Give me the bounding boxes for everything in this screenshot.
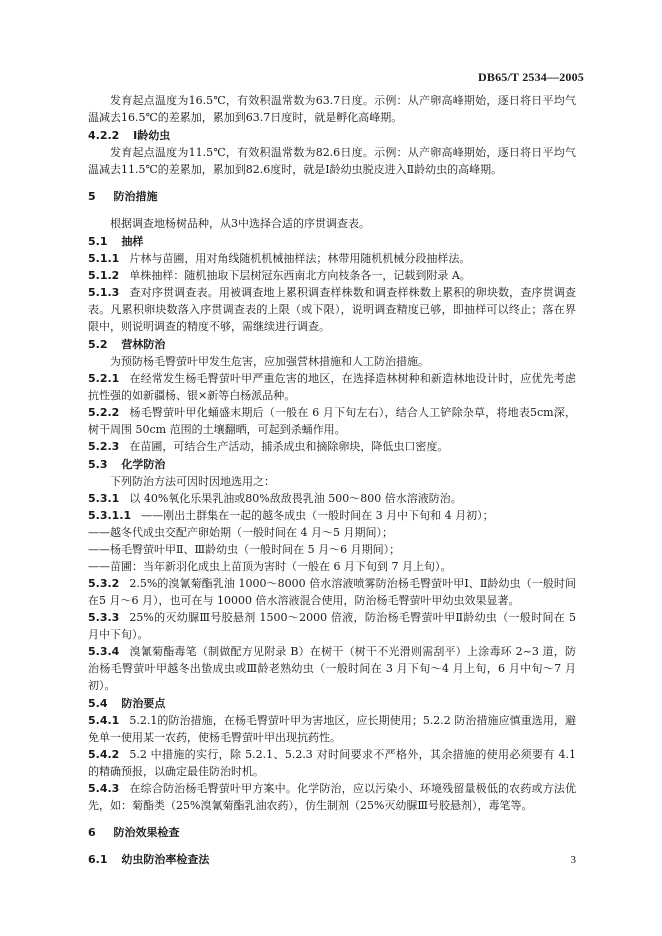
clause-number: 5.3.3: [88, 611, 120, 624]
document-code-header: DB65/T 2534—2005: [478, 70, 584, 84]
paragraph-hatching-threshold: 发育起点温度为16.5℃，有效积温常数为63.7日度。示例：从产卵高峰期始，逐日将日平均气温减去16.5℃的差累加，累加到63.7日度时，就是孵化高峰期。: [88, 94, 576, 124]
section-number: 6.1: [88, 853, 108, 866]
section-number: 5.2: [88, 338, 108, 351]
clause-number: 5.1.3: [88, 286, 120, 299]
clause-number: 5.1.2: [88, 269, 120, 282]
clause-text: ——刚出土群集在一起的越冬成虫（一般时间在 3 月中下旬和 4 月初）；: [141, 509, 494, 522]
clause-5-3-4: [88, 643, 576, 694]
clause-5-4-3: [88, 780, 576, 814]
section-title: 防治措施: [113, 190, 158, 203]
clause-5-3-3: [88, 609, 576, 643]
clause-number: 5.4.2: [88, 748, 120, 761]
section-title: 化学防治: [121, 458, 166, 471]
clause-text: 5.2 中措施的实行，除 5.2.1、5.2.3 对时间要求不严格外，其余措施的使用必须要有 4.1 的精确预报，以确定最佳防治时机。: [88, 748, 576, 778]
clause-text: 2.5%的溴氰菊酯乳油 1000～8000 倍水溶液喷雾防治杨毛臀萤叶甲Ⅰ、Ⅱ龄幼虫（一般时间在5 月～6 月），也可在与 10000 倍水溶液混合使用，防治杨毛臀萤叶甲幼虫效果显著。: [88, 577, 576, 607]
clause-text: 在综合防治杨毛臀萤叶甲方案中。化学防治，应以污染小、环境残留量极低的农药或方法优先，如：菊酯类（25%溴氰菊酯乳油农药），仿生制剂（25%灭幼脲Ⅲ号胶悬剂），毒笔等。: [88, 782, 576, 812]
clause-5-4-1: [88, 712, 576, 746]
clause-number: 5.4.1: [88, 714, 120, 727]
section-5-2-heading: [88, 336, 576, 353]
clause-text: 查对序贯调查表。用被调查地上累积调查样株数和调查样株数上累积的卵块数，查序贯调查表。凡累积卵块数落入序贯调查表的上限（或下限），说明调查精度已够，即抽样可以终止；落在界限中，则说明调查的精度不够，需继续进行调查。: [88, 286, 576, 333]
clause-5-3-1-1: [88, 507, 576, 524]
section-number: 5.3: [88, 458, 108, 471]
clause-5-4-2: [88, 746, 576, 780]
clause-5-2-1: [88, 370, 576, 404]
paragraph-chemical-intro: 下列防治方法可因时因地选用之：: [110, 475, 275, 488]
clause-text: 5.2.1的防治措施，在杨毛臀萤叶甲为害地区，应长期使用；5.2.2 防治措施应慎重选用，避免单一使用某一农药，使杨毛臀萤叶甲出现抗药性。: [88, 714, 576, 744]
clause-number: 5.4.3: [88, 782, 120, 795]
section-4-2-2-heading: [88, 127, 576, 144]
section-title: 抽样: [121, 235, 144, 248]
dash-item: ——杨毛臀萤叶甲Ⅱ、Ⅲ龄幼虫（一般时间在 5 月～6 月期间）；: [88, 543, 401, 556]
clause-text: 25%的灭幼脲Ⅲ号胶悬剂 1500～2000 倍液，防治杨毛臀萤叶甲Ⅱ龄幼虫（一般时间在 5 月中下旬）。: [88, 611, 576, 641]
dash-item: ——越冬代成虫交配产卵始期（一般时间在 4 月～5 月期间）；: [88, 526, 393, 539]
clause-text: 溴氰菊酯毒笔（制做配方见附录 B）在树干（树干不光滑则需刮平）上涂毒环 2~3 道，防治杨毛臀萤叶甲越冬出蛰成虫或Ⅲ龄老熟幼虫（一般时间在 3 月下旬～4 月上旬，6 月中旬～7 月初）。: [88, 645, 576, 692]
section-title: 防治效果检查: [113, 826, 180, 839]
section-number: 5.4: [88, 697, 108, 710]
section-number: 5: [88, 190, 96, 203]
section-title: Ⅰ龄幼虫: [133, 129, 171, 142]
paragraph-prevention-intro: 为预防杨毛臀萤叶甲发生危害，应加强营林措施和人工防治措施。: [110, 355, 429, 368]
clause-number: 5.2.2: [88, 406, 120, 419]
clause-5-2-2: [88, 404, 576, 438]
section-5-heading: [88, 188, 576, 205]
clause-text: 片林与苗圃，用对角线随机机械抽样法；林带用随机机械分段抽样法。: [129, 252, 471, 265]
paragraph-select-table: 根据调查地杨树品种，从3中选择合适的序贯调查表。: [110, 217, 370, 230]
clause-number: 5.2.3: [88, 440, 120, 453]
clause-5-1-3: [88, 284, 576, 335]
section-title: 营林防治: [121, 338, 166, 351]
clause-number: 5.1.1: [88, 252, 120, 265]
clause-5-3-2: [88, 575, 576, 609]
section-6-heading: [88, 824, 576, 841]
clause-text: 以 40%氧化乐果乳油或80%敌敌畏乳油 500～800 倍水溶液防治。: [129, 492, 462, 505]
clause-text: 在经常发生杨毛臀萤叶甲严重危害的地区，在选择造林树种和新造林地设计时，应优先考虑抗性强的如新疆杨、银×新等白杨派品种。: [88, 372, 576, 402]
clause-5-3-1: [88, 490, 576, 507]
clause-5-1-1: [88, 250, 576, 267]
section-5-1-heading: [88, 233, 576, 250]
clause-5-1-2: [88, 267, 576, 284]
section-title: 幼虫防治率检查法: [121, 853, 210, 866]
section-5-3-heading: [88, 456, 576, 473]
section-number: 4.2.2: [88, 129, 120, 142]
section-number: 6: [88, 826, 96, 839]
paragraph-first-instar-threshold: 发育起点温度为11.5℃，有效积温常数为82.6日度。示例：从产卵高峰期始，逐日将日平均气温减去11.5℃的差累加，累加到82.6度时，就是Ⅰ龄幼虫脱皮进入Ⅱ龄幼虫的高峰期。: [88, 146, 576, 176]
section-number: 5.1: [88, 235, 108, 248]
clause-5-2-3: [88, 438, 576, 455]
clause-number: 5.3.1.1: [88, 509, 132, 522]
clause-text: 杨毛臀萤叶甲化蛹盛末期后（一般在 6 月下旬左右），结合人工铲除杂草，将地表5cm深，树干周围 50cm 范围的土壤翻晒，可起到杀蛹作用。: [88, 406, 576, 436]
clause-number: 5.3.2: [88, 577, 120, 590]
clause-text: 单株抽样：随机抽取下层树冠东西南北方向枝条各一，记载到附录 A。: [129, 269, 471, 282]
section-title: 防治要点: [121, 697, 166, 710]
document-body: [88, 92, 576, 868]
clause-number: 5.2.1: [88, 372, 120, 385]
section-5-4-heading: [88, 695, 576, 712]
page-number: 3: [570, 854, 576, 866]
clause-number: 5.3.4: [88, 645, 120, 658]
section-6-1-heading: [88, 851, 576, 868]
clause-text: 在苗圃，可结合生产活动，捕杀成虫和摘除卵块，降低虫口密度。: [129, 440, 449, 453]
dash-item: ——苗圃：当年新羽化成虫上苗顶为害时（一般在 6 月下旬到 7 月上旬）。: [88, 560, 452, 573]
clause-number: 5.3.1: [88, 492, 120, 505]
